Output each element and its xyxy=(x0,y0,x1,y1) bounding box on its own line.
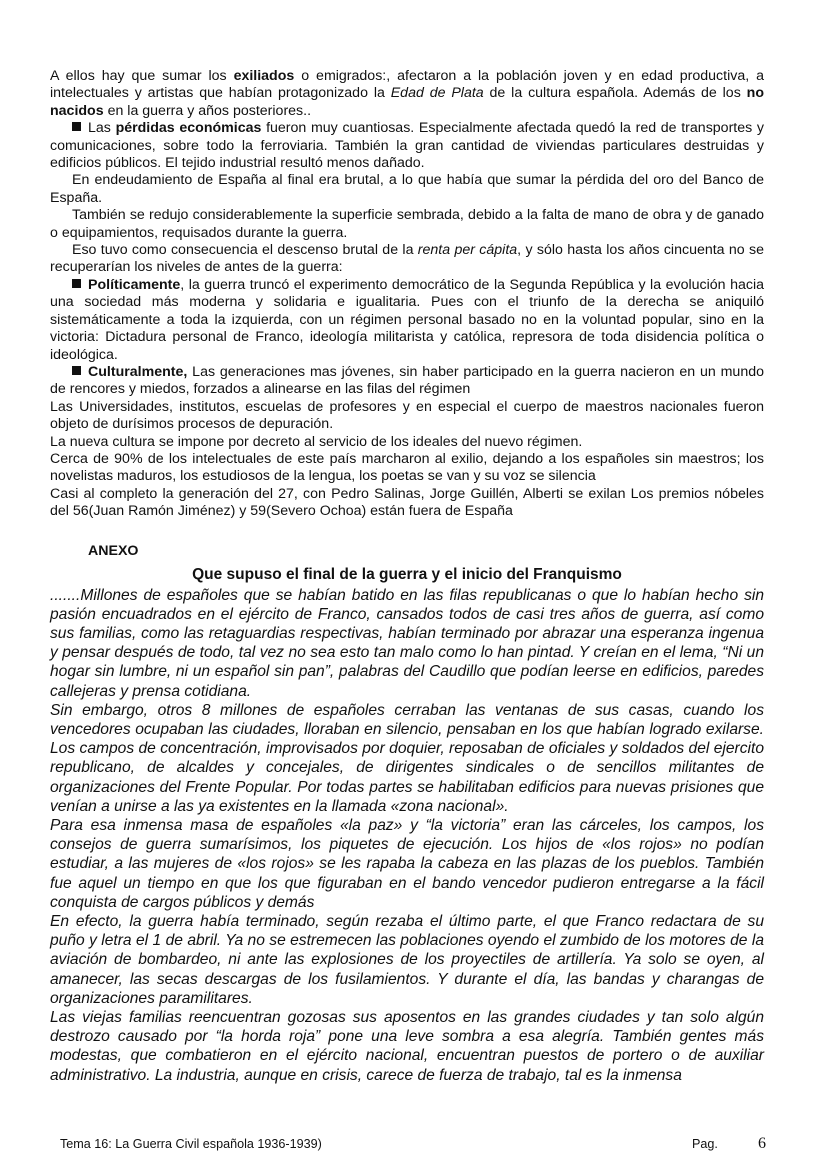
bold-text: pérdidas económicas xyxy=(115,120,262,137)
footer-page-number: 6 xyxy=(758,1135,766,1152)
annex-paragraph: Sin embargo, otros 8 millones de españoles cerraban las ventanas de sus casas, cuando los vencedores ocupaban las ciudades, lloraban en silencio, pensaban en los que habían logrado exilarse. Los campos de concentración, improvisados por doquier, reposaban de oficiales y soldados del ejercito republicano, de alcaldes y concejales, de dirigentes sindicales o de sencillos militantes de organizaciones del Frente Popular. Por todas partes se habilitaban edificios para nuevas prisiones que venían a unirse a las ya existentes en la llamada «zona nacional». xyxy=(50,701,764,815)
paragraph-superficie-sembrada: También se redujo considerablemente la superficie sembrada, debido a la falta de mano de obra y de ganado o equipamientos, requisados durante la guerra. xyxy=(50,207,764,241)
bold-text: Culturalmente, xyxy=(88,363,188,380)
paragraph-universidades: Las Universidades, institutos, escuelas de profesores y en especial el cuerpo de maestros nacionales fueron objeto de durísimos procesos de depuración. xyxy=(50,398,764,433)
square-bullet-icon xyxy=(72,279,81,288)
bold-text: no nacidos xyxy=(50,85,764,119)
italic-text: renta per cápita xyxy=(417,242,518,259)
bold-text: Políticamente xyxy=(88,276,181,293)
text: Las xyxy=(88,120,116,137)
text: en la guerra y años posteriores.. xyxy=(103,102,312,119)
text: A ellos hay que sumar los xyxy=(50,68,234,84)
annex-title: Que supuso el final de la guerra y el inicio del Franquismo xyxy=(192,565,622,583)
annex-paragraph: .......Millones de españoles que se habían batido en las filas republicanas o que lo habían hecho sin pasión encuadrados en el ejército de Franco, cansados todos de casi tres años de guerra, así como sus familias, como las retaguardias respectivas, habían terminado por abrazar una esperanza ingenua y pensar después de todo, tal vez no sea esto tan malo como lo han pintad. Y creían en el lema, “Ni un hogar sin lumbre, ni un español sin pan”, palabras del Caudillo que podían leerse en edificios, paredes callejeras y prensa cotidiana. xyxy=(50,586,764,700)
annex-label: ANEXO xyxy=(88,542,139,559)
bold-text: exiliados xyxy=(233,68,295,84)
paragraph-endeudamiento: En endeudamiento de España al final era brutal, a lo que había que sumar la pérdida del oro del Banco de España. xyxy=(50,172,764,206)
paragraph-nueva-cultura: La nueva cultura se impone por decreto al servicio de los ideales del nuevo régimen. xyxy=(50,433,583,450)
paragraph-exiliados xyxy=(50,68,764,120)
square-bullet-icon xyxy=(72,366,81,375)
annex-paragraph: Para esa inmensa masa de españoles «la paz» y “la victoria” eran las cárceles, los campos, los consejos de guerra sumarísimos, los piquetes de ejecución. Los hijos de «los rojos» no podían estudiar, a las mujeres de «los rojos» se les rapaba la cabeza en las plazas de los pueblos. También fue aquel un tiempo en que los que figuraban en el bando vencedor pudieron entregarse a la fácil conquista de cargos públicos y demás xyxy=(50,817,764,911)
text: , la guerra truncó el experimento democrático de la Segunda República y la evolución hacia una sociedad más moderna y solidaria e igualitaria. Pues con el triunfo de la derecha se aniquiló sistemáticamente a toda la izquierda, con un régimen personal basado no en la voluntad popular, sino en la victoria: Dictadura personal de Franco, ideología militarista y católica, represora de toda disidencia política o ideológica. xyxy=(50,276,764,363)
text: de la cultura española. Además de los xyxy=(483,85,747,102)
paragraph-culturalmente xyxy=(50,364,764,399)
paragraph-generacion-27: Casi al completo la generación del 27, con Pedro Salinas, Jorge Guillén, Alberti se exilan Los premios nóbeles del 56(Juan Ramón Jiménez) y 59(Severo Ochoa) están fuera de España xyxy=(50,485,764,520)
italic-text: Edad de Plata xyxy=(390,85,484,102)
text: fueron muy cuantiosas. Especialmente afectada quedó la red de transportes y comunicaciones, sobre todo la ferroviaria. También la gran cantidad de viviendas particulares destruidas y edificios públicos. El tejido industrial resultó menos dañado. xyxy=(50,120,764,172)
paragraph-perdidas-economicas xyxy=(50,120,764,172)
square-bullet-icon xyxy=(72,122,81,131)
text: , y sólo hasta los años cincuenta no se recuperarían los niveles de antes de la guerra: xyxy=(50,242,764,276)
paragraph-renta-per-capita xyxy=(50,242,764,277)
annex-paragraph: Las viejas familias reencuentran gozosas sus aposentos en las grandes ciudades y tan solo algún destrozo causado por “la horda roja” pone una leve sombra a esa alegría. También gentes más modestas, que combatieron en el ejército nacional, encuentran puestos de portero o de auxiliar administrativo. La industria, aunque en crisis, carece de fuerza de trabajo, tal es la inmensa xyxy=(50,1009,764,1084)
text: Eso tuvo como consecuencia el descenso brutal de la xyxy=(72,242,418,259)
paragraph-politicamente xyxy=(50,277,764,364)
document-page xyxy=(50,68,764,1085)
text: o emigrados:, afectaron a la población joven y en edad productiva, a intelectuales y artistas que habían protagonizado la xyxy=(50,68,764,102)
footer-page-label: Pag. xyxy=(692,1137,718,1151)
annex-paragraph: En efecto, la guerra había terminado, según rezaba el último parte, el que Franco redactara de su puño y letra el 1 de abril. Ya no se estremecen las poblaciones oyendo el zumbido de los motores de la aviación de bombardeo, ni ante las explosiones de los proyectiles de artillería. Ya solo se oyen, al amanecer, las secas descargas de los fusilamientos. Y durante el día, las bandas y charangas de organizaciones paramilitares. xyxy=(50,913,764,1007)
text: Las generaciones mas jóvenes, sin haber participado en la guerra nacieron en un mundo de rencores y miedos, forzados a alinearse en las filas del régimen xyxy=(50,363,764,398)
paragraph-intelectuales-exilio: Cerca de 90% de los intelectuales de este país marcharon al exilio, dejando a los españoles sin maestros; los novelistas maduros, los estudiosos de la lengua, los poetas se van y su voz se silencia xyxy=(50,450,764,485)
footer-title: Tema 16: La Guerra Civil española 1936-1939) xyxy=(60,1137,322,1151)
